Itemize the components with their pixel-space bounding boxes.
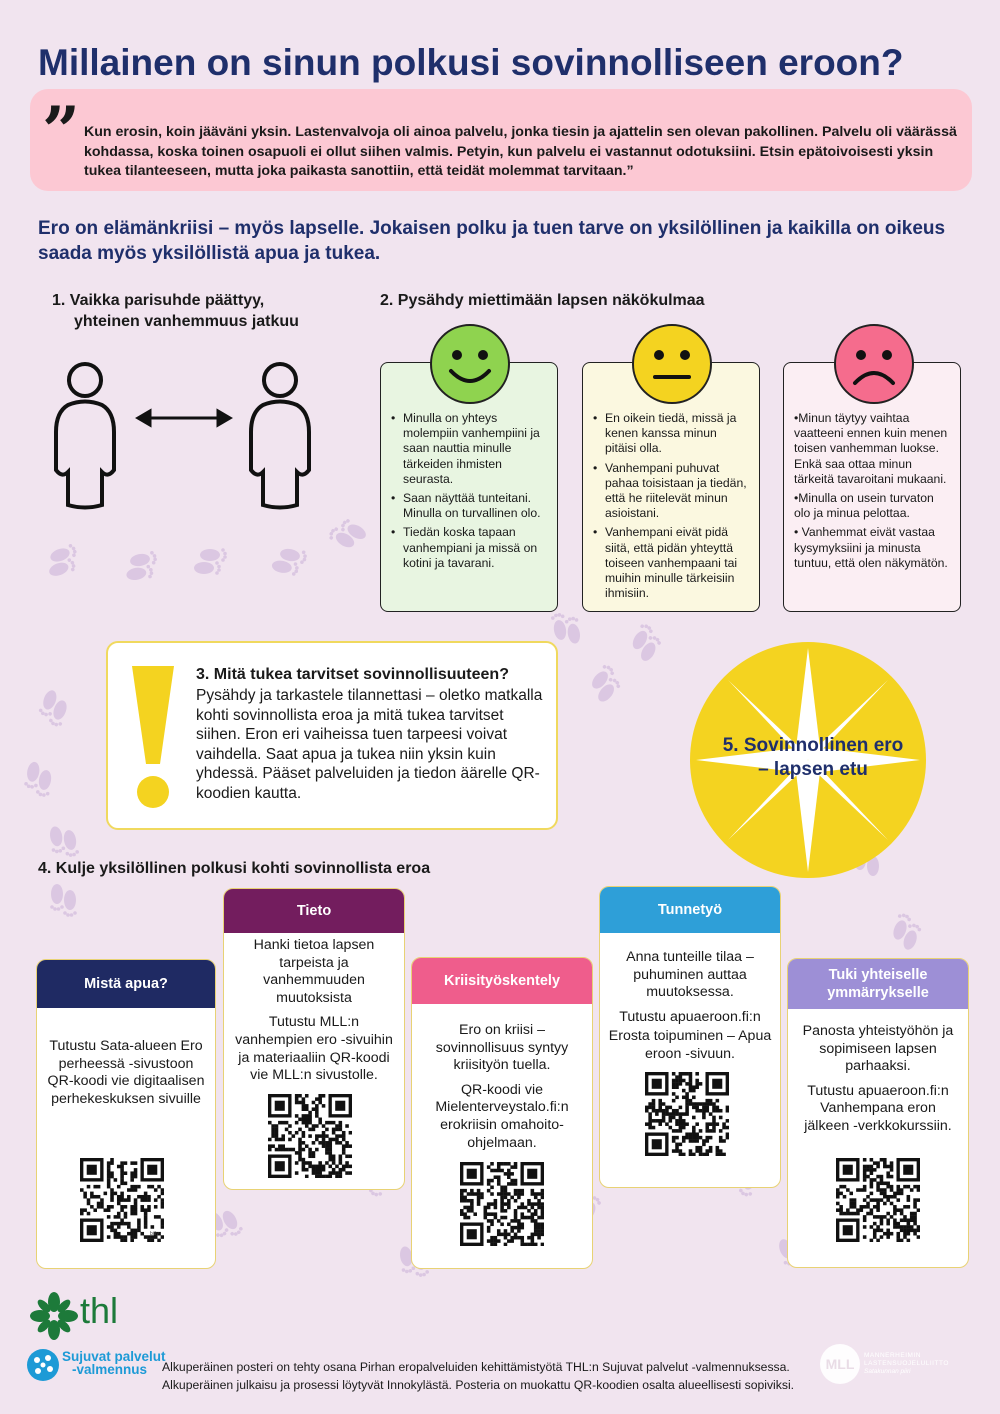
list-item: • Vanhempani puhuvat pahaa toisistaan ja tiedän, että he riitelevät minun asioistani. [593,461,749,522]
list-item: • Tiedän koska tapaan vanhempiani ja missä on kotini ja tavarani. [391,525,547,571]
qr-code-icon[interactable] [645,1072,729,1156]
thl-logo-icon [30,1292,78,1340]
thl-logo-text: thl [80,1290,119,1331]
step3-text: Pysähdy ja tarkastele tilannettasi – oletko matkalla kohti sovinnollista eroa ja mitä tukea tarvitset siihen. Eron eri vaiheissa tuen tarpeesi voivat vaihdella. Saat apua ja tukea niin yksin kuin yhdessä. Pääset palveluiden ja tiedon äärelle QR-koodien kautta. [196,687,543,802]
qr-code-icon[interactable] [80,1158,164,1242]
list-item: • Saan näyttää tunteitani. Minulla on turvallinen olo. [391,491,547,521]
step3-title: 3. Mitä tukea tarvitset sovinnollisuuteen? [196,666,509,683]
qr-code-icon[interactable] [460,1162,544,1246]
list-item: • Vanhempani eivät pidä siitä, että pidän yhteyttä toiseen vanhempaani tai muihin minulle tärkeisiin ihmisiin. [593,525,749,601]
happy-face-icon [429,323,511,405]
qr-code-icon[interactable] [268,1094,352,1178]
card-header: Mistä apua? [37,960,215,1008]
neutral-face-icon [631,323,713,405]
list-item: • Vanhemmat eivät vastaa kysymyksiini ja minusta tuntuu, että olen näkymätön. [794,525,948,570]
mll-subtext: MANNERHEIMIN LASTENSUOJELULIITTO Satakunnan piiri [864,1352,949,1375]
lead-text: Ero on elämänkriisi – myös lapselle. Jokaisen polku ja tuen tarve on yksilöllinen ja kaikilla on oikeus saada myös yksilöllistä apua ja tukea. [38,218,946,264]
page-title: Millainen on sinun polkusi sovinnolliseen eroon? [38,42,904,83]
card-header: Tuki yhteiselle ymmärrykselle [788,959,968,1009]
list-item: • Minulla on yhteys molempiin vanhempiini ja saan nauttia minulle tärkeiden ihmisten seurasta. [391,411,547,487]
card-body: Tutustu Sata-alueen Ero perheessä -sivustoon QR-koodi vie digitaalisen perhekeskuksen sivuille [47,1038,205,1107]
step1-title: 1. Vaikka parisuhde päättyy, yhteinen vanhemmuus jatkuu [52,292,299,330]
list-item: • En oikein tiedä, missä ja kenen kanssa minun pitäisi olla. [593,411,749,457]
card-header: Tunnetyö [600,887,780,933]
qr-code-icon[interactable] [836,1158,920,1242]
step4-title: 4. Kulje yksilöllinen polkusi kohti sovinnollista eroa [38,860,431,877]
card-body: Hanki tietoa lapsen tarpeista ja vanhemmuuden muutoksista Tutustu MLL:n vanhempien ero -sivuihin ja materiaaliin QR-koodi vie MLL:n sivustolle. [235,937,393,1084]
exclamation-icon [130,664,176,812]
card-body: Anna tunteille tilaa – puhuminen auttaa muutoksessa. Tutustu apuaeroon.fi:n Erosta toipuminen – Apua eroon -sivuun. [608,949,772,1062]
qr-tag: bitly [150,1231,159,1237]
step5-label: 5. Sovinnollinen ero – lapsen etu [722,735,904,780]
step2-title: 2. Pysähdy miettimään lapsen näkökulmaa [380,292,705,309]
quote-mark: ” [42,92,80,170]
quote-text: Kun erosin, koin jääväni yksin. Lastenvalvoja oli ainoa palvelu, jonka tiesin ja ajattelin sen olevan pakollinen. Palvelu oli väärässä kohdassa, koska toinen osapuoli ei ollut siihen valmis. Petyin, kun palvelu ei vastannut odotuksiini. Etsin epätoivoisesti yksin tukea tilanteeseen, mutta joka paikasta sanottiin, että teidät molemmat tarvitaan.” [84,124,957,179]
parents-icon [48,360,338,520]
card-header: Tieto [224,889,404,933]
sujuvat-logo-text: Sujuvat palvelut -valmennus [62,1349,166,1377]
sad-face-icon [833,323,915,405]
footer-text: Alkuperäinen posteri on tehty osana Pirhan eropalveluiden kehittämistyötä THL:n Sujuvat palvelut -valmennuksessa. Alkuperäinen julkaisu ja prosessi löytyvät Innokylästä. Posteria on muokattu QR-koodien osalta alueellisesti sopiviksi. [162,1360,795,1392]
mll-logo-text: MLL [825,1356,855,1372]
card-body: Ero on kriisi – sovinnollisuus syntyy kriisityön tuella. QR-koodi vie Mielenterveystalo.fi:n erokriisin omahoito-ohjelmaan. [435,1022,569,1151]
list-item: •Minulla on usein turvaton olo ja minua pelottaa. [794,491,934,521]
card-header: Kriisityöskentely [412,958,592,1004]
sujuvat-logo-icon [26,1348,60,1382]
list-item: •Minun täytyy vaihtaa vaatteeni ennen kuin menen toisen vanhemman luokse. Enkä saa ottaa minun tärkeitä tavaroitani mukaani. [794,411,948,486]
card-body: Panosta yhteistyöhön ja sopimiseen lapsen parhaaksi. Tutustu apuaeroon.fi:n Vanhempana eron jälkeen -verkkokurssiin. [802,1023,954,1134]
